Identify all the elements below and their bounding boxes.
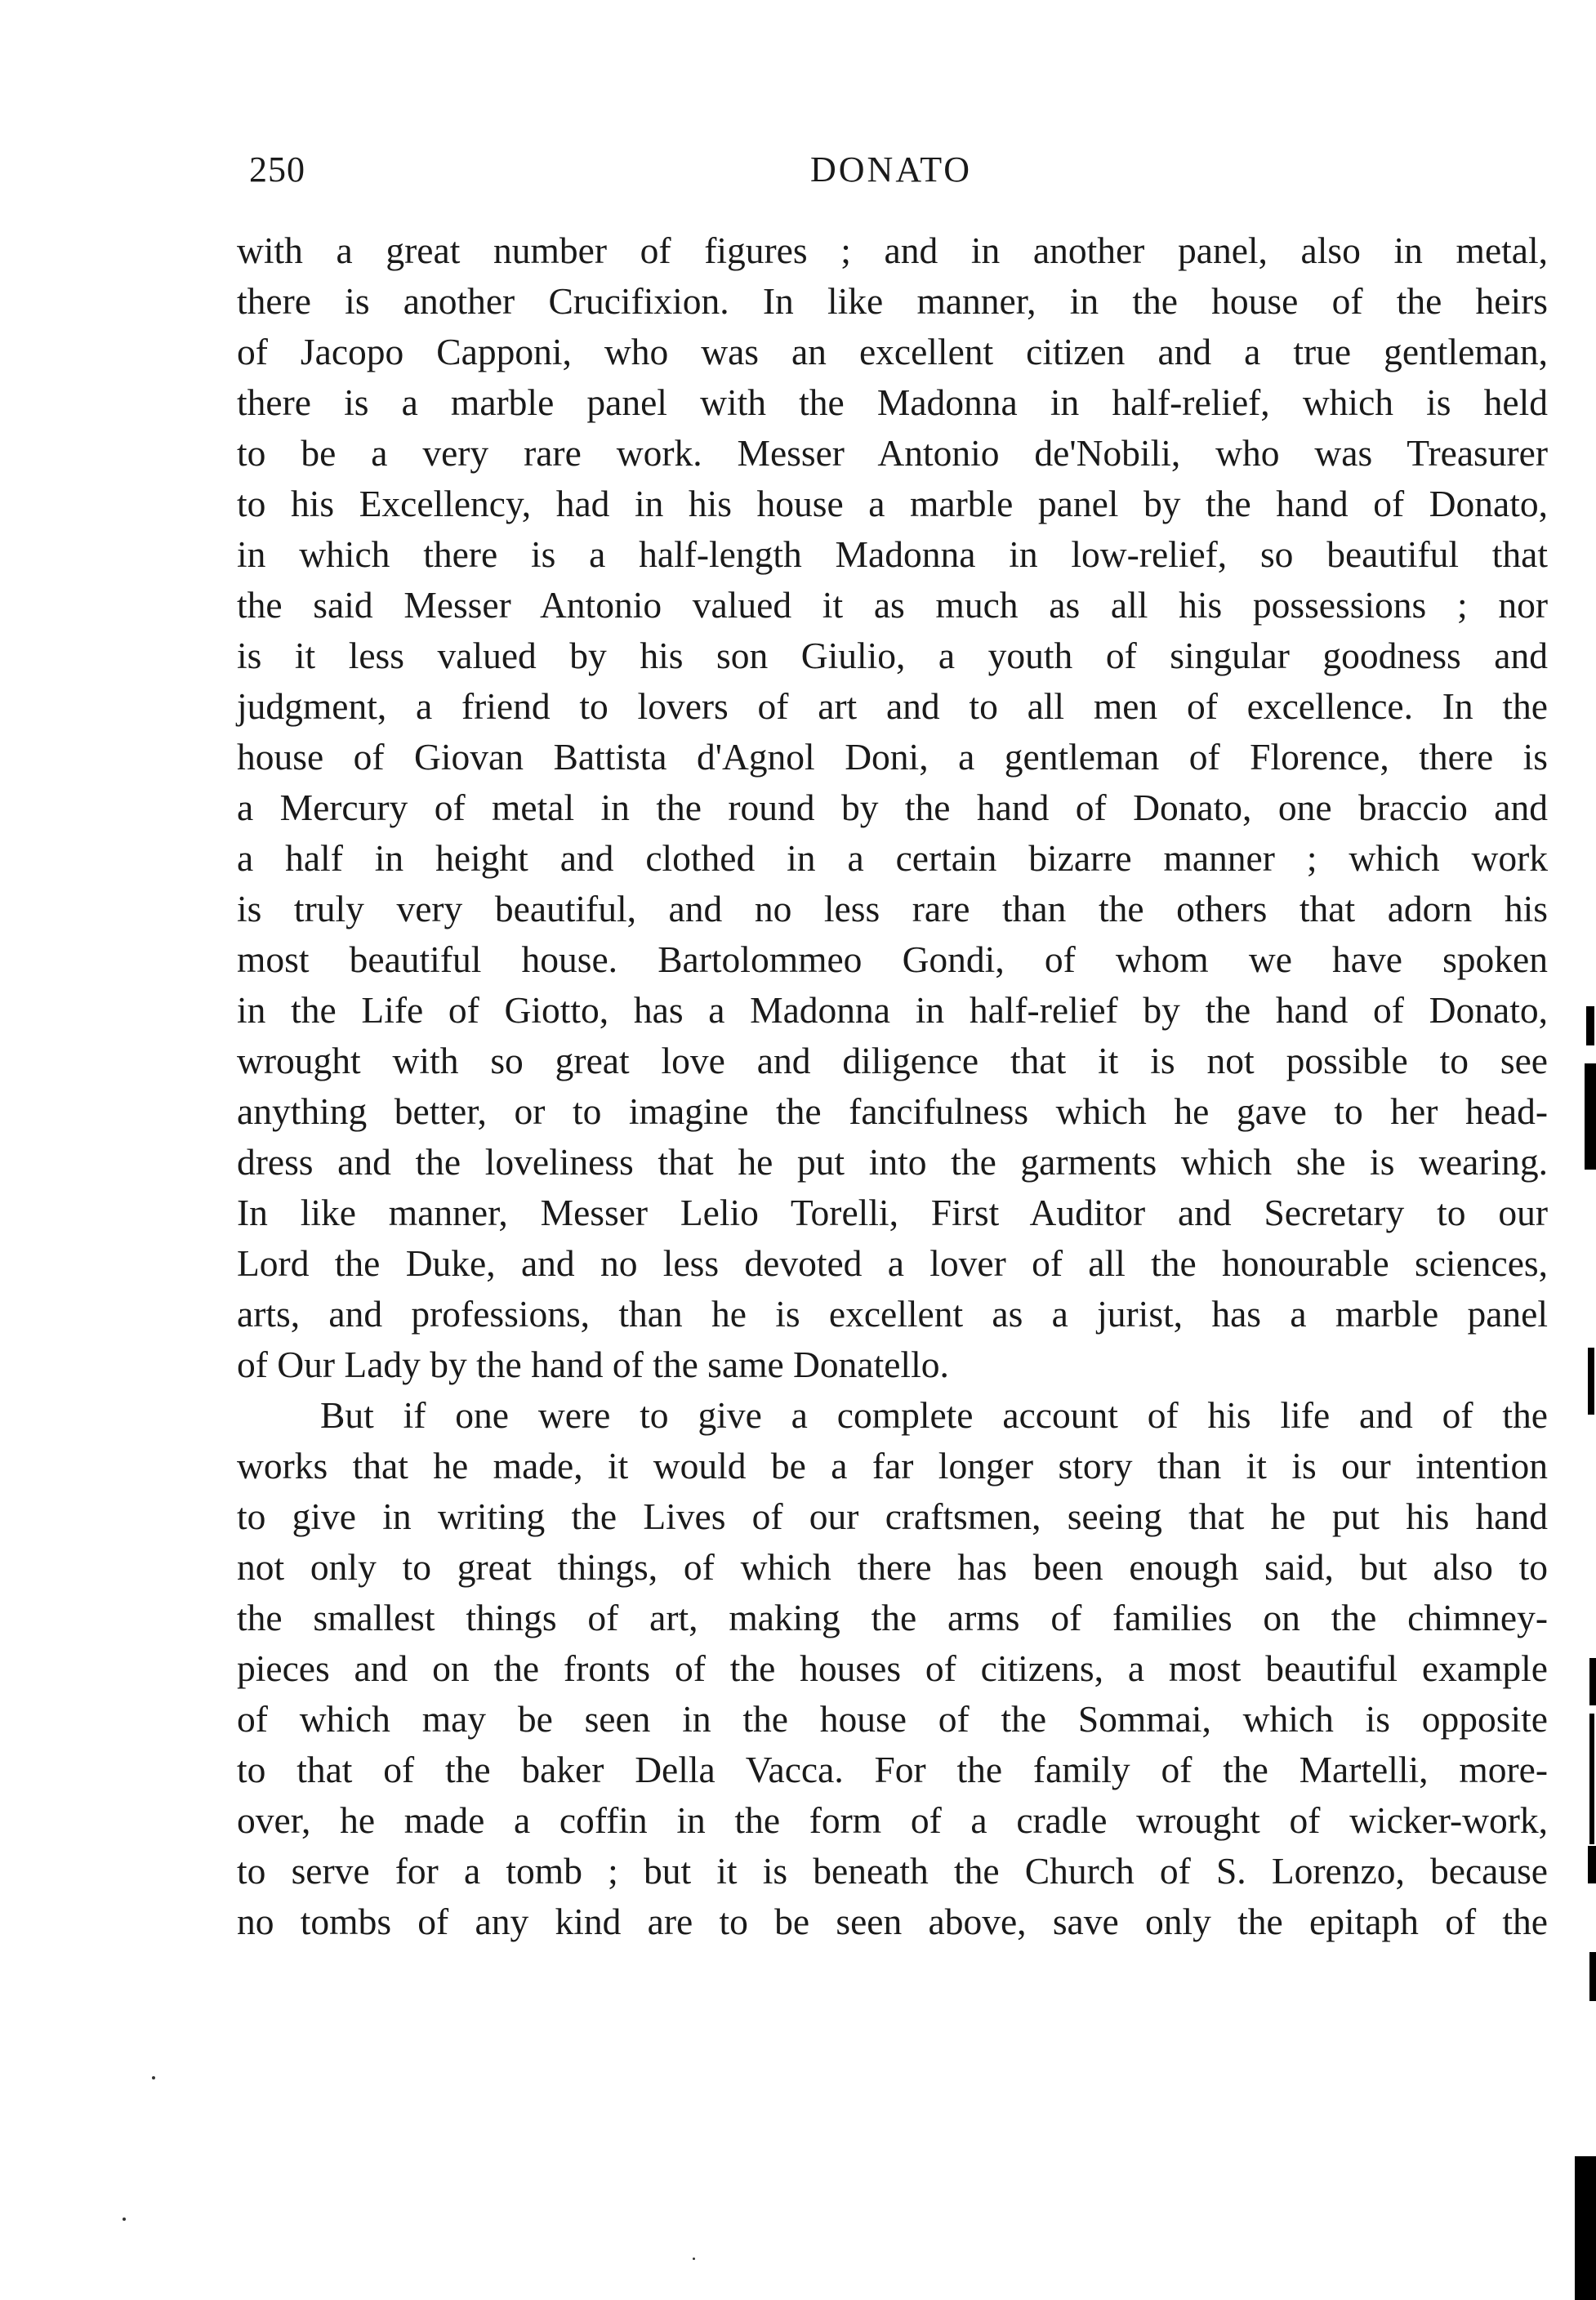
scan-mark <box>1575 2156 1596 2300</box>
text-line: there is another Crucifixion. In like manner, in the house of the heirs <box>237 280 1548 322</box>
text-line: works that he made, it would be a far longer story than it is our intention <box>237 1445 1548 1487</box>
text-line: Lord the Duke, and no less devoted a lover of all the honourable sciences, <box>237 1242 1548 1284</box>
text-line: arts, and professions, than he is excellent as a jurist, has a marble panel <box>237 1293 1548 1335</box>
text-line: to be a very rare work. Messer Antonio de'Nobili, who was Treasurer <box>237 432 1548 474</box>
text-line: in the Life of Giotto, has a Madonna in half-relief by the hand of Donato, <box>237 989 1548 1031</box>
text-line: In like manner, Messer Lelio Torelli, First Auditor and Secretary to our <box>237 1192 1548 1233</box>
running-head <box>0 149 1596 198</box>
text-line: judgment, a friend to lovers of art and to all men of excellence. In the <box>237 685 1548 727</box>
text-line: dress and the loveliness that he put into the garments which she is wearing. <box>237 1141 1548 1183</box>
text-line: most beautiful house. Bartolommeo Gondi, of whom we have spoken <box>237 938 1548 980</box>
scan-mark <box>1589 1658 1596 1705</box>
text-line: there is a marble panel with the Madonna in half-relief, which is held <box>237 381 1548 423</box>
text-line: not only to great things, of which there has been enough said, but also to <box>237 1546 1548 1588</box>
text-line: But if one were to give a complete account of his life and of the <box>320 1394 1548 1436</box>
running-title: DONATO <box>810 149 973 189</box>
text-line: no tombs of any kind are to be seen above, save only the epitaph of the <box>237 1901 1548 1942</box>
text-line: of Jacopo Capponi, who was an excellent citizen and a true gentleman, <box>237 331 1548 372</box>
page-number: 250 <box>249 149 305 189</box>
text-line: of Our Lady by the hand of the same Donatello. <box>237 1344 949 1385</box>
text-line: is it less valued by his son Giulio, a youth of singular goodness and <box>237 635 1548 676</box>
text-line: to that of the baker Della Vacca. For the family of the Martelli, more- <box>237 1749 1548 1790</box>
scan-mark <box>1588 1348 1594 1415</box>
text-line: is truly very beautiful, and no less rare than the others that adorn his <box>237 888 1548 929</box>
text-line: anything better, or to imagine the fancifulness which he gave to her head- <box>237 1090 1548 1132</box>
text-line: of which may be seen in the house of the Sommai, which is opposite <box>237 1698 1548 1740</box>
text-line: house of Giovan Battista d'Agnol Doni, a gentleman of Florence, there is <box>237 736 1548 778</box>
paragraph <box>237 1390 1548 1947</box>
text-line: to give in writing the Lives of our craftsmen, seeing that he put his hand <box>237 1495 1548 1537</box>
paragraph <box>237 225 1548 1390</box>
text-line: with a great number of figures ; and in another panel, also in metal, <box>237 230 1548 271</box>
text-line: over, he made a coffin in the form of a cradle wrought of wicker-work, <box>237 1799 1548 1841</box>
scan-speck <box>152 2076 155 2079</box>
text-line: to serve for a tomb ; but it is beneath the Church of S. Lorenzo, because <box>237 1850 1548 1892</box>
scan-mark <box>1585 1063 1596 1170</box>
scan-mark <box>1589 1952 1596 2001</box>
scan-mark <box>1588 1846 1596 1883</box>
text-line: the said Messer Antonio valued it as much as all his possessions ; nor <box>237 584 1548 626</box>
text-line: in which there is a half-length Madonna in low-relief, so beautiful that <box>237 533 1548 575</box>
text-line: a Mercury of metal in the round by the hand of Donato, one braccio and <box>237 787 1548 828</box>
text-line: to his Excellency, had in his house a marble panel by the hand of Donato, <box>237 483 1548 524</box>
text-line: pieces and on the fronts of the houses of citizens, a most beautiful example <box>237 1647 1548 1689</box>
text-line: the smallest things of art, making the arms of families on the chimney- <box>237 1597 1548 1638</box>
scan-mark <box>1589 1714 1594 1844</box>
text-line: wrought with so great love and diligence that it is not possible to see <box>237 1040 1548 1081</box>
scan-speck <box>693 2258 695 2260</box>
scan-mark <box>1586 1006 1594 1045</box>
text-line: a half in height and clothed in a certain bizarre manner ; which work <box>237 837 1548 879</box>
scan-speck <box>123 2218 126 2221</box>
body-text <box>237 225 1548 1947</box>
